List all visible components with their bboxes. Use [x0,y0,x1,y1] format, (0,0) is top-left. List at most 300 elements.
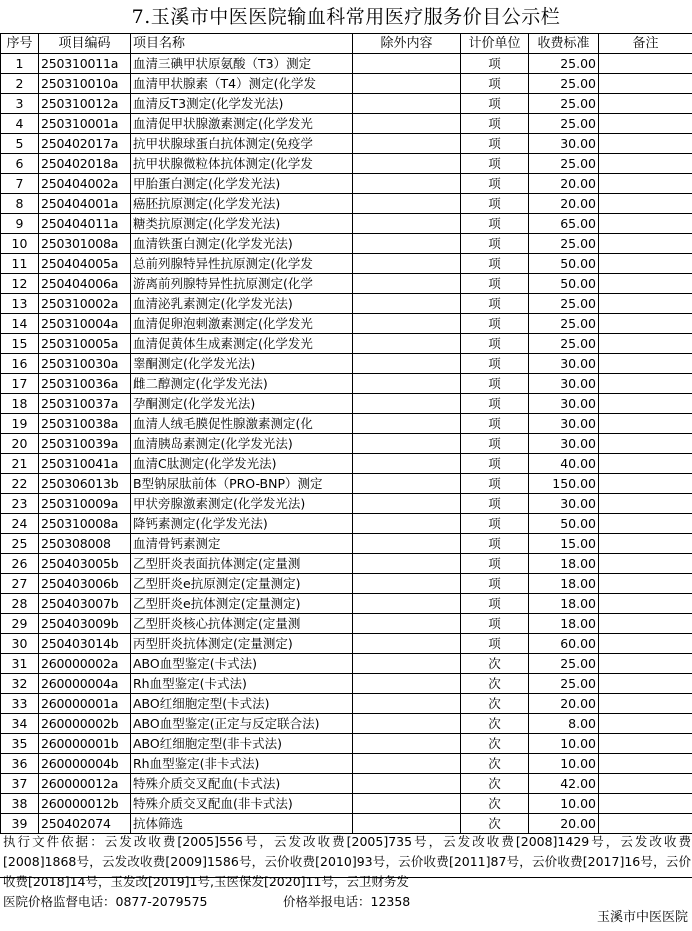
row-exclusions [353,334,461,354]
row-item-name: ABO红细胞定型(非卡式法) [131,734,353,754]
phone-line [3,892,691,912]
row-seq: 36 [1,754,39,774]
row-fee: 30.00 [529,414,599,434]
table-row [1,774,692,794]
row-code: 250310011a [39,54,131,74]
row-seq: 16 [1,354,39,374]
row-item-name: 睾酮测定(化学发光法) [131,354,353,374]
row-code: 250310009a [39,494,131,514]
row-unit: 项 [461,314,529,334]
row-unit: 次 [461,754,529,774]
row-seq: 20 [1,434,39,454]
row-fee: 20.00 [529,194,599,214]
row-seq: 4 [1,114,39,134]
row-item-name: 乙型肝炎e抗体测定(定量测定) [131,594,353,614]
row-exclusions [353,134,461,154]
row-exclusions [353,234,461,254]
row-unit: 项 [461,534,529,554]
table-header-row [1,34,692,54]
row-remarks [599,574,692,594]
row-seq: 25 [1,534,39,554]
row-remarks [599,614,692,634]
row-unit: 项 [461,634,529,654]
row-remarks [599,514,692,534]
row-exclusions [353,194,461,214]
row-seq: 21 [1,454,39,474]
table-row [1,654,692,674]
row-fee: 15.00 [529,534,599,554]
row-seq: 24 [1,514,39,534]
row-unit: 次 [461,814,529,834]
row-seq: 6 [1,154,39,174]
row-unit: 项 [461,134,529,154]
header-remarks: 备注 [599,34,692,54]
row-seq: 27 [1,574,39,594]
row-code: 250403005b [39,554,131,574]
row-fee: 18.00 [529,614,599,634]
table-row [1,334,692,354]
row-remarks [599,414,692,434]
row-exclusions [353,474,461,494]
row-seq: 17 [1,374,39,394]
row-fee: 25.00 [529,54,599,74]
row-remarks [599,554,692,574]
row-seq: 34 [1,714,39,734]
row-code: 250402018a [39,154,131,174]
table-row [1,814,692,834]
row-code: 260000004b [39,754,131,774]
row-fee: 25.00 [529,234,599,254]
row-code: 250402017a [39,134,131,154]
table-row [1,254,692,274]
supervision-phone: 医院价格监督电话：0877-2079575 [3,894,208,909]
row-fee: 30.00 [529,354,599,374]
row-remarks [599,394,692,414]
row-unit: 次 [461,674,529,694]
header-unit: 计价单位 [461,34,529,54]
row-item-name: 丙型肝炎抗体测定(定量测定) [131,634,353,654]
row-unit: 次 [461,734,529,754]
row-item-name: 雌二醇测定(化学发光法) [131,374,353,394]
row-seq: 15 [1,334,39,354]
row-seq: 2 [1,74,39,94]
table-row [1,474,692,494]
table-row [1,394,692,414]
row-fee: 30.00 [529,494,599,514]
row-exclusions [353,374,461,394]
row-code: 250403014b [39,634,131,654]
row-item-name: 游离前列腺特异性抗原测定(化学 [131,274,353,294]
row-code: 250310039a [39,434,131,454]
row-exclusions [353,534,461,554]
policy-basis-text: 执行文件依据：云发改收费[2005]556号，云发改收费[2005]735号，云发改收费[2008]1429号，云发改收费[2008]1868号，云发改收费[2009]1586号，云价收费[2010]93号，云价收费[2011]87号，云价收费[2017]16号，云价收费[2018]14号，玉发改[2019]1号,玉医保发[2020]11号，云卫财务发 [3,834,691,889]
row-exclusions [353,114,461,134]
row-seq: 18 [1,394,39,414]
row-item-name: 血清铁蛋白测定(化学发光法) [131,234,353,254]
row-code: 250403007b [39,594,131,614]
row-item-name: 特殊介质交叉配血(卡式法) [131,774,353,794]
row-remarks [599,294,692,314]
table-row [1,414,692,434]
row-remarks [599,534,692,554]
row-unit: 次 [461,654,529,674]
row-unit: 项 [461,114,529,134]
row-remarks [599,194,692,214]
row-remarks [599,454,692,474]
row-remarks [599,174,692,194]
row-unit: 项 [461,154,529,174]
row-code: 260000012b [39,794,131,814]
row-code: 250310002a [39,294,131,314]
row-item-name: 血清人绒毛膜促性腺激素测定(化 [131,414,353,434]
row-exclusions [353,274,461,294]
row-item-name: 乙型肝炎e抗原测定(定量测定) [131,574,353,594]
table-row [1,594,692,614]
row-code: 260000002b [39,714,131,734]
row-fee: 25.00 [529,114,599,134]
row-unit: 项 [461,594,529,614]
row-fee: 42.00 [529,774,599,794]
row-fee: 10.00 [529,754,599,774]
table-row [1,134,692,154]
row-fee: 50.00 [529,254,599,274]
table-row [1,374,692,394]
row-item-name: ABO红细胞定型(卡式法) [131,694,353,714]
row-fee: 20.00 [529,694,599,714]
row-remarks [599,734,692,754]
row-fee: 18.00 [529,554,599,574]
row-code: 250403006b [39,574,131,594]
row-remarks [599,714,692,734]
row-remarks [599,814,692,834]
row-exclusions [353,174,461,194]
row-seq: 31 [1,654,39,674]
row-fee: 30.00 [529,394,599,414]
table-row [1,154,692,174]
row-unit: 项 [461,274,529,294]
row-fee: 25.00 [529,74,599,94]
row-item-name: 甲状旁腺激素测定(化学发光法) [131,494,353,514]
row-seq: 13 [1,294,39,314]
table-row [1,634,692,654]
table-row [1,554,692,574]
row-fee: 25.00 [529,314,599,334]
row-code: 250404001a [39,194,131,214]
row-fee: 18.00 [529,594,599,614]
row-code: 250310030a [39,354,131,374]
row-exclusions [353,454,461,474]
hospital-name: 玉溪市中医医院 [596,910,688,925]
table-row [1,174,692,194]
row-remarks [599,234,692,254]
row-code: 250310005a [39,334,131,354]
row-seq: 28 [1,594,39,614]
row-unit: 项 [461,374,529,394]
header-code: 项目编码 [39,34,131,54]
divider [0,877,692,878]
row-code: 260000001a [39,694,131,714]
row-seq: 30 [1,634,39,654]
table-row [1,614,692,634]
row-exclusions [353,414,461,434]
row-exclusions [353,814,461,834]
row-item-name: 抗甲状腺微粒体抗体测定(化学发 [131,154,353,174]
row-unit: 次 [461,794,529,814]
row-code: 260000001b [39,734,131,754]
row-seq: 5 [1,134,39,154]
row-unit: 项 [461,254,529,274]
table-row [1,714,692,734]
row-unit: 项 [461,454,529,474]
row-unit: 项 [461,494,529,514]
row-code: 250402074 [39,814,131,834]
row-exclusions [353,94,461,114]
row-remarks [599,474,692,494]
row-fee: 60.00 [529,634,599,654]
row-code: 250306013b [39,474,131,494]
row-fee: 30.00 [529,374,599,394]
row-seq: 32 [1,674,39,694]
row-item-name: 降钙素测定(化学发光法) [131,514,353,534]
row-unit: 项 [461,574,529,594]
row-exclusions [353,594,461,614]
row-exclusions [353,654,461,674]
row-unit: 项 [461,334,529,354]
row-seq: 26 [1,554,39,574]
row-item-name: 血清促甲状腺激素测定(化学发光 [131,114,353,134]
row-seq: 22 [1,474,39,494]
row-seq: 23 [1,494,39,514]
row-fee: 25.00 [529,294,599,314]
row-exclusions [353,154,461,174]
row-code: 250308008 [39,534,131,554]
table-row [1,574,692,594]
row-remarks [599,254,692,274]
row-item-name: 血清甲状腺素（T4）测定(化学发 [131,74,353,94]
row-code: 250310001a [39,114,131,134]
row-exclusions [353,774,461,794]
row-item-name: 孕酮测定(化学发光法) [131,394,353,414]
row-fee: 25.00 [529,334,599,354]
row-exclusions [353,54,461,74]
row-item-name: 乙型肝炎核心抗体测定(定量测 [131,614,353,634]
row-seq: 3 [1,94,39,114]
price-table [0,33,692,834]
row-item-name: 癌胚抗原测定(化学发光法) [131,194,353,214]
row-seq: 14 [1,314,39,334]
row-item-name: 糖类抗原测定(化学发光法) [131,214,353,234]
row-seq: 38 [1,794,39,814]
row-item-name: 血清促黄体生成素测定(化学发光 [131,334,353,354]
row-unit: 项 [461,434,529,454]
row-exclusions [353,574,461,594]
table-row [1,214,692,234]
row-fee: 25.00 [529,674,599,694]
row-exclusions [353,394,461,414]
row-item-name: ABO血型鉴定(正定与反定联合法) [131,714,353,734]
row-remarks [599,754,692,774]
row-unit: 项 [461,554,529,574]
row-code: 250301008a [39,234,131,254]
row-seq: 12 [1,274,39,294]
row-code: 260000004a [39,674,131,694]
row-code: 250310010a [39,74,131,94]
table-row [1,534,692,554]
row-fee: 150.00 [529,474,599,494]
table-row [1,294,692,314]
table-row [1,454,692,474]
row-exclusions [353,754,461,774]
row-remarks [599,794,692,814]
row-seq: 7 [1,174,39,194]
row-item-name: 血清三碘甲状原氨酸（T3）测定 [131,54,353,74]
row-item-name: 甲胎蛋白测定(化学发光法) [131,174,353,194]
row-code: 250310004a [39,314,131,334]
row-exclusions [353,714,461,734]
row-item-name: 乙型肝炎表面抗体测定(定量测 [131,554,353,574]
row-fee: 25.00 [529,654,599,674]
row-seq: 19 [1,414,39,434]
row-fee: 30.00 [529,134,599,154]
row-fee: 25.00 [529,154,599,174]
row-remarks [599,214,692,234]
table-row [1,234,692,254]
row-seq: 33 [1,694,39,714]
row-remarks [599,494,692,514]
row-unit: 项 [461,414,529,434]
table-row [1,114,692,134]
row-seq: 39 [1,814,39,834]
row-remarks [599,674,692,694]
row-fee: 10.00 [529,734,599,754]
table-row [1,94,692,114]
row-unit: 项 [461,74,529,94]
row-item-name: 血清反T3测定(化学发光法) [131,94,353,114]
row-fee: 25.00 [529,94,599,114]
row-remarks [599,54,692,74]
table-row [1,514,692,534]
header-exclusions: 除外内容 [353,34,461,54]
table-row [1,494,692,514]
row-remarks [599,654,692,674]
table-row [1,434,692,454]
table-row [1,354,692,374]
row-fee: 50.00 [529,274,599,294]
row-exclusions [353,794,461,814]
row-item-name: Rh血型鉴定(卡式法) [131,674,353,694]
row-item-name: 抗甲状腺球蛋白抗体测定(免疫学 [131,134,353,154]
row-item-name: 血清C肽测定(化学发光法) [131,454,353,474]
row-fee: 65.00 [529,214,599,234]
row-fee: 10.00 [529,794,599,814]
table-row [1,274,692,294]
header-fee: 收费标准 [529,34,599,54]
row-unit: 项 [461,614,529,634]
row-unit: 次 [461,714,529,734]
row-exclusions [353,734,461,754]
row-code: 250404002a [39,174,131,194]
row-exclusions [353,294,461,314]
row-remarks [599,634,692,654]
row-remarks [599,334,692,354]
report-phone: 价格举报电话：12358 [283,894,411,909]
row-unit: 项 [461,214,529,234]
row-fee: 20.00 [529,174,599,194]
header-seq: 序号 [1,34,39,54]
row-remarks [599,74,692,94]
row-exclusions [353,494,461,514]
header-item-name: 项目名称 [131,34,353,54]
row-seq: 35 [1,734,39,754]
row-exclusions [353,314,461,334]
row-exclusions [353,514,461,534]
row-seq: 9 [1,214,39,234]
row-seq: 29 [1,614,39,634]
row-exclusions [353,254,461,274]
row-item-name: 血清泌乳素测定(化学发光法) [131,294,353,314]
row-remarks [599,774,692,794]
row-unit: 次 [461,694,529,714]
row-fee: 20.00 [529,814,599,834]
row-seq: 8 [1,194,39,214]
row-code: 250403009b [39,614,131,634]
table-row [1,734,692,754]
row-fee: 30.00 [529,434,599,454]
row-unit: 项 [461,474,529,494]
row-remarks [599,374,692,394]
row-exclusions [353,614,461,634]
row-unit: 项 [461,394,529,414]
row-item-name: 血清骨钙素测定 [131,534,353,554]
row-code: 250310008a [39,514,131,534]
table-row [1,794,692,814]
row-exclusions [353,674,461,694]
row-unit: 项 [461,294,529,314]
row-remarks [599,694,692,714]
row-code: 250310038a [39,414,131,434]
row-code: 250310036a [39,374,131,394]
table-row [1,674,692,694]
row-item-name: 总前列腺特异性抗原测定(化学发 [131,254,353,274]
row-unit: 项 [461,94,529,114]
row-remarks [599,434,692,454]
row-code: 260000012a [39,774,131,794]
row-remarks [599,94,692,114]
row-item-name: 血清胰岛素测定(化学发光法) [131,434,353,454]
row-fee: 40.00 [529,454,599,474]
row-unit: 项 [461,354,529,374]
row-code: 250404011a [39,214,131,234]
row-exclusions [353,554,461,574]
page-title: 7.玉溪市中医医院输血科常用医疗服务价目公示栏 [131,6,561,28]
row-fee: 18.00 [529,574,599,594]
table-row [1,54,692,74]
row-code: 250310012a [39,94,131,114]
row-remarks [599,274,692,294]
row-remarks [599,354,692,374]
row-seq: 10 [1,234,39,254]
row-unit: 项 [461,514,529,534]
row-code: 250310041a [39,454,131,474]
row-item-name: 血清促卵泡刺激素测定(化学发光 [131,314,353,334]
row-item-name: 抗体筛选 [131,814,353,834]
row-remarks [599,134,692,154]
row-seq: 37 [1,774,39,794]
row-unit: 项 [461,54,529,74]
row-exclusions [353,634,461,654]
row-exclusions [353,354,461,374]
row-code: 260000002a [39,654,131,674]
